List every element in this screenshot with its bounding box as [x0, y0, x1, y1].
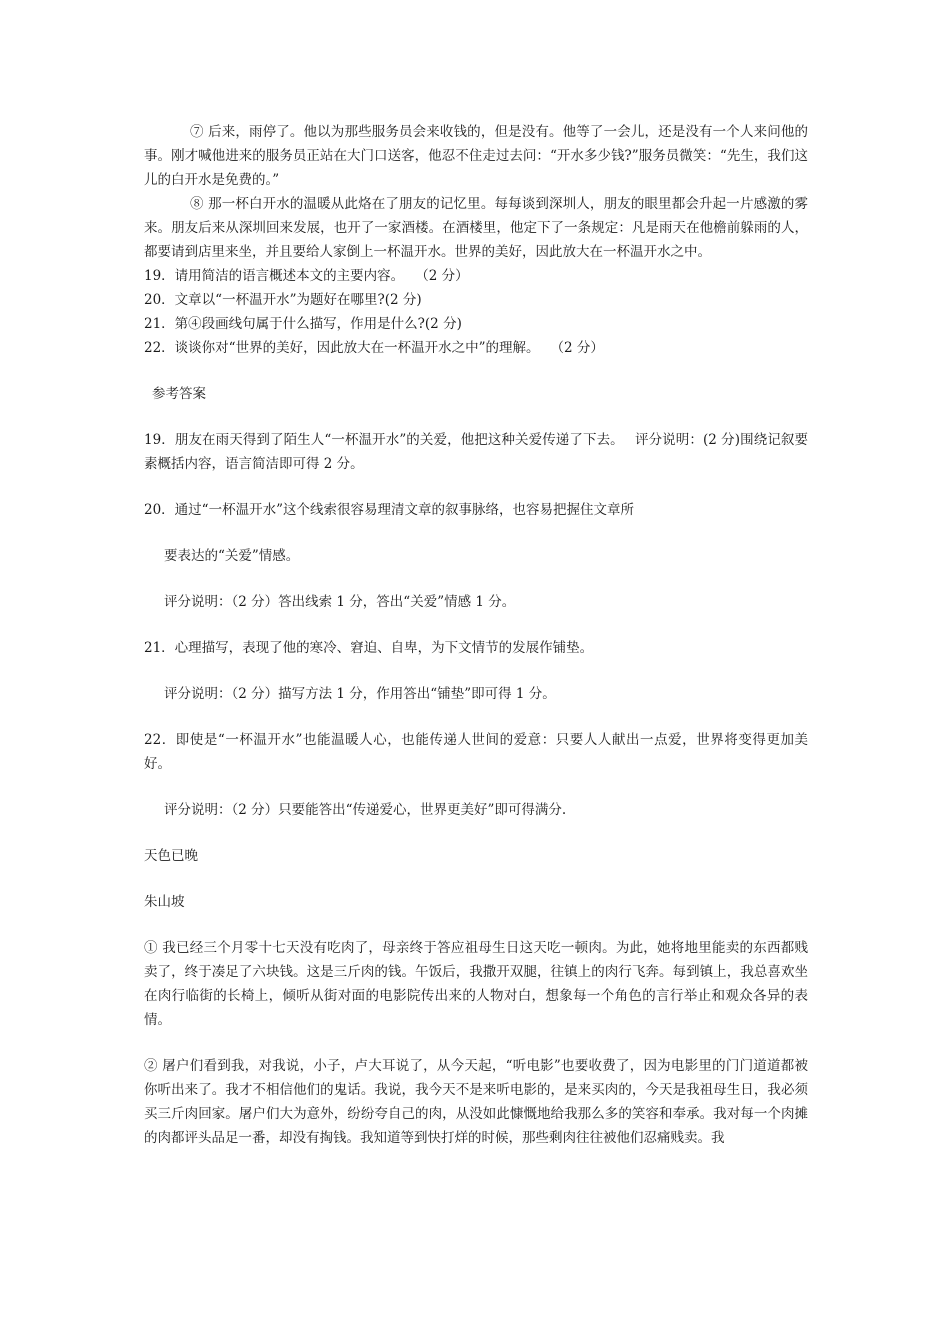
answer-20-line1: 20．通过“一杯温开水”这个线索很容易理清文章的叙事脉络，也容易把握住文章所	[144, 502, 634, 518]
answer-20-score: 评分说明：（2 分）答出线索 1 分，答出“关爱”情感 1 分。	[164, 594, 516, 610]
answer-19: 19．朋友在雨天得到了陌生人“一杯温开水”的关爱，他把这种关爱传递了下去。 评分说明：(2 分)围绕记叙要素概括内容，语言简洁即可得 2 分。	[144, 432, 808, 472]
answer-21: 21．心理描写，表现了他的寒冷、窘迫、自卑，为下文情节的发展作铺垫。	[144, 640, 594, 656]
answer-20-line2: 要表达的“关爱”情感。	[164, 548, 300, 564]
question-19: 19．请用简洁的语言概述本文的主要内容。 （2 分）	[144, 268, 469, 284]
question-22: 22．谈谈你对“世界的美好，因此放大在一杯温开水之中”的理解。 （2 分）	[144, 340, 604, 356]
answer-22: 22．即使是“一杯温开水”也能温暖人心，也能传递人世间的爱意：只要人人献出一点爱，世界将变得更加美好。	[144, 732, 808, 772]
story-paragraph-7: ⑦ 后来，雨停了。他以为那些服务员会来收钱的，但是没有。他等了一会儿，还是没有一个人来问他的事。刚才喊他进来的服务员正站在大门口送客，他忍不住走过去问：“开水多少钱?”服务员微笑：“先生，我们这儿的白开水是免费的。”	[144, 124, 808, 188]
story-title: 天色已晚	[144, 848, 198, 864]
story-paragraph-8: ⑧ 那一杯白开水的温暖从此烙在了朋友的记忆里。每每谈到深圳人，朋友的眼里都会升起一片感激的雾来。朋友后来从深圳回来发展，也开了一家酒楼。在酒楼里，他定下了一条规定：凡是雨天在他檐前躲雨的人，都要请到店里来坐，并且要给人家倒上一杯温开水。世界的美好，因此放大在一杯温开水之中。	[144, 196, 808, 260]
question-21: 21．第④段画线句属于什么描写，作用是什么?(2 分)	[144, 316, 462, 332]
answer-22-score: 评分说明：（2 分）只要能答出“传递爱心，世界更美好”即可得满分.	[164, 802, 567, 818]
story-paragraph-2: ② 屠户们看到我，对我说，小子，卢大耳说了，从今天起，“听电影”也要收费了，因为电影里的门门道道都被你听出来了。我才不相信他们的鬼话。我说，我今天不是来听电影的，是来买肉的，今天是我祖母生日，我必须买三斤肉回家。屠户们大为意外，纷纷夸自己的肉，从没如此慷慨地给我那么多的笑容和奉承。我对每一个肉摊的肉都评头品足一番，却没有掏钱。我知道等到快打烊的时候，那些剩肉往往被他们忍痛贱卖。我	[144, 1058, 808, 1146]
answers-heading: 参考答案	[152, 386, 206, 402]
document-page	[144, 120, 808, 1150]
question-20: 20．文章以“一杯温开水”为题好在哪里?(2 分)	[144, 292, 422, 308]
story-paragraph-1: ① 我已经三个月零十七天没有吃肉了，母亲终于答应祖母生日这天吃一顿肉。为此，她将地里能卖的东西都贱卖了，终于凑足了六块钱。这是三斤肉的钱。午饭后，我撒开双腿，往镇上的肉行飞奔。每到镇上，我总喜欢坐在肉行临街的长椅上，倾听从街对面的电影院传出来的人物对白，想象每一个角色的言行举止和观众各异的表情。	[144, 940, 808, 1028]
story-author: 朱山坡	[144, 894, 185, 910]
answer-21-score: 评分说明：（2 分）描写方法 1 分，作用答出“铺垫”即可得 1 分。	[164, 686, 556, 702]
